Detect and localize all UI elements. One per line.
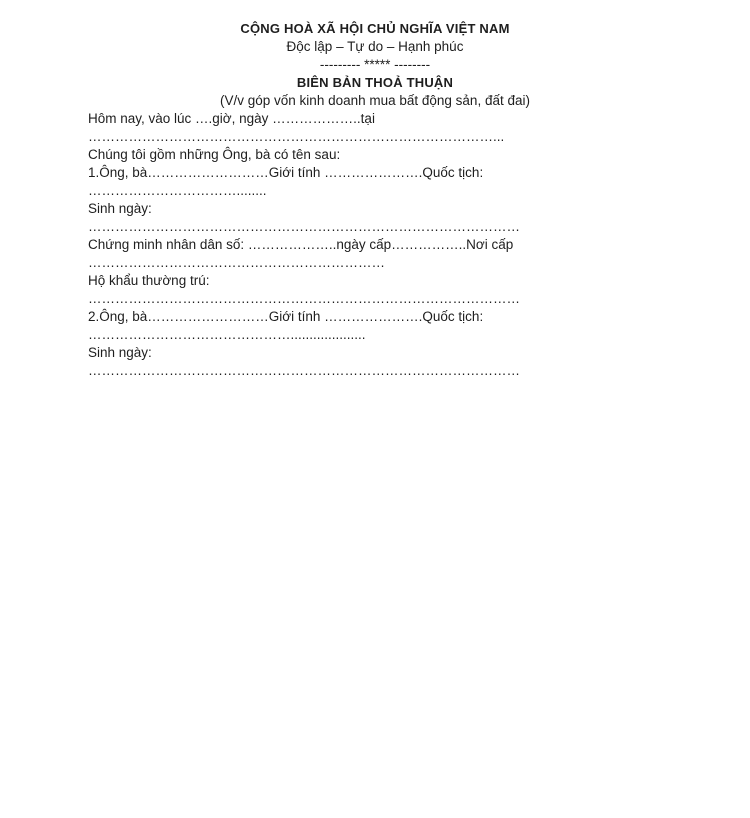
- dotted-line-person1-dob: ……………………………………………………………………………………: [88, 219, 520, 234]
- header-separator: --------- ***** --------: [319, 57, 431, 72]
- line-person2-dob-label: Sinh ngày:: [88, 345, 152, 360]
- line-person1-dob-label: Sinh ngày:: [88, 201, 152, 216]
- dotted-line-person1-address: ……………………………………………………………………………………: [88, 291, 520, 306]
- document-subtitle: (V/v góp vốn kinh doanh mua bất động sản, đất đai): [220, 93, 530, 108]
- national-header: CỘNG HOÀ XÃ HỘI CHỦ NGHĨA VIỆT NAM: [240, 21, 510, 36]
- dotted-line-location: ………………………………………………………………………………...: [88, 129, 505, 144]
- line-person1-id: Chứng minh nhân dân số: ………………..ngày cấp……………..Nơi cấp: [88, 237, 514, 252]
- line-person2-name: 2.Ông, bà………………………Giới tính ………………….Quốc tịch:: [88, 309, 484, 324]
- line-person1-address-label: Hộ khẩu thường trú:: [88, 273, 210, 288]
- line-parties-intro: Chúng tôi gồm những Ông, bà có tên sau:: [88, 147, 341, 162]
- dotted-line-person1-id: …………………………………………………………: [88, 255, 385, 270]
- dotted-line-person2-name: ………………………………………....................: [88, 327, 366, 342]
- line-person1-name: 1.Ông, bà………………………Giới tính ………………….Quốc tịch:: [88, 165, 484, 180]
- dotted-line-person1-name: ……………………………........: [88, 183, 267, 198]
- document-title: BIÊN BẢN THOẢ THUẬN: [296, 75, 454, 90]
- national-motto: Độc lập – Tự do – Hạnh phúc: [286, 39, 464, 54]
- line-datetime: Hôm nay, vào lúc ….giờ, ngày ………………..tại: [88, 111, 375, 126]
- dotted-line-person2-dob: ……………………………………………………………………………………: [88, 363, 520, 378]
